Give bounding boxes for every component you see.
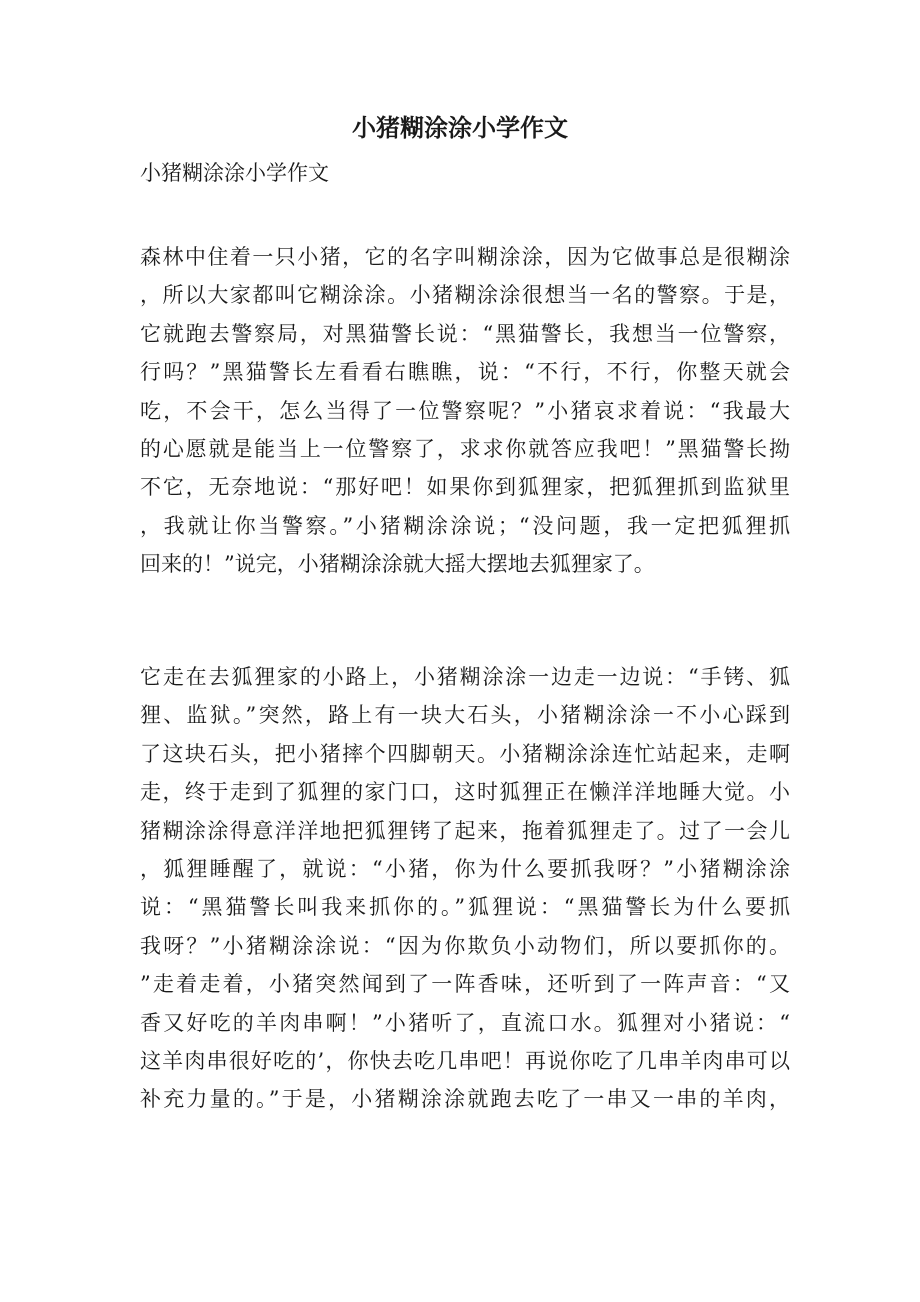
paragraph-line: 行吗？”黑猫警长左看看右瞧瞧，说：“不行，不行，你整天就会 [140,360,790,385]
paragraph-line: 的心愿就是能当上一位警察了，求求你就答应我吧！”黑猫警长拗 [140,436,790,461]
paragraph-line: 猪糊涂涂得意洋洋地把狐狸铐了起来，拖着狐狸走了。过了一会儿 [140,818,790,843]
document-subtitle: 小猪糊涂涂小学作文 [140,161,329,185]
paragraph-line: 我呀？”小猪糊涂涂说：“因为你欺负小动物们，所以要抓你的。 [140,933,790,958]
paragraph-line: 补充力量的。”于是，小猪糊涂涂就跑去吃了一串又一串的羊肉， [140,1087,790,1112]
paragraph-line: 它就跑去警察局，对黑猫警长说：“黑猫警长，我想当一位警察， [140,321,790,346]
paragraph-line: 这羊肉串很好吃的’，你快去吃几串吧！再说你吃了几串羊肉串可以 [140,1048,790,1073]
paragraph-line: 说：“黑猫警长叫我来抓你的。”狐狸说：“黑猫警长为什么要抓 [140,895,790,920]
paragraph-line: 它走在去狐狸家的小路上，小猪糊涂涂一边走一边说：“手铐、狐 [140,665,790,689]
paragraph-2 [140,660,790,1121]
document-title: 小猪糊涂涂小学作文 [352,113,568,142]
paragraph-line: 回来的！”说完，小猪糊涂涂就大摇大摆地去狐狸家了。 [140,552,655,577]
paragraph-line: 吃，不会干，怎么当得了一位警察呢？”小猪哀求着说：“我最大 [140,398,790,423]
paragraph-line: ，狐狸睡醒了，就说：“小猪，你为什么要抓我呀？”小猪糊涂涂 [140,856,790,881]
paragraph-line: ”走着走着，小猪突然闻到了一阵香味，还听到了一阵声音：“又 [140,972,790,997]
paragraph-line: 香又好吃的羊肉串啊！”小猪听了，直流口水。狐狸对小猪说：“ [140,1010,790,1035]
paragraph-line: 了这块石头，把小猪摔个四脚朝天。小猪糊涂涂连忙站起来，走啊 [140,741,790,766]
paragraph-line: 走，终于走到了狐狸的家门口，这时狐狸正在懒洋洋地睡大觉。小 [140,780,790,805]
paragraph-line: ，我就让你当警察。”小猪糊涂涂说；“没问题，我一定把狐狸抓 [140,513,790,538]
paragraph-line: ，所以大家都叫它糊涂涂。小猪糊涂涂很想当一名的警察。于是， [140,283,790,308]
paragraph-line: 狸、监狱。”突然，路上有一块大石头，小猪糊涂涂一不小心踩到 [140,703,790,728]
paragraph-line: 森林中住着一只小猪，它的名字叫糊涂涂，因为它做事总是很糊涂 [140,245,790,269]
paragraph-line: 不它，无奈地说：“那好吧！如果你到狐狸家，把狐狸抓到监狱里 [140,475,790,500]
paragraph-1 [140,240,790,586]
